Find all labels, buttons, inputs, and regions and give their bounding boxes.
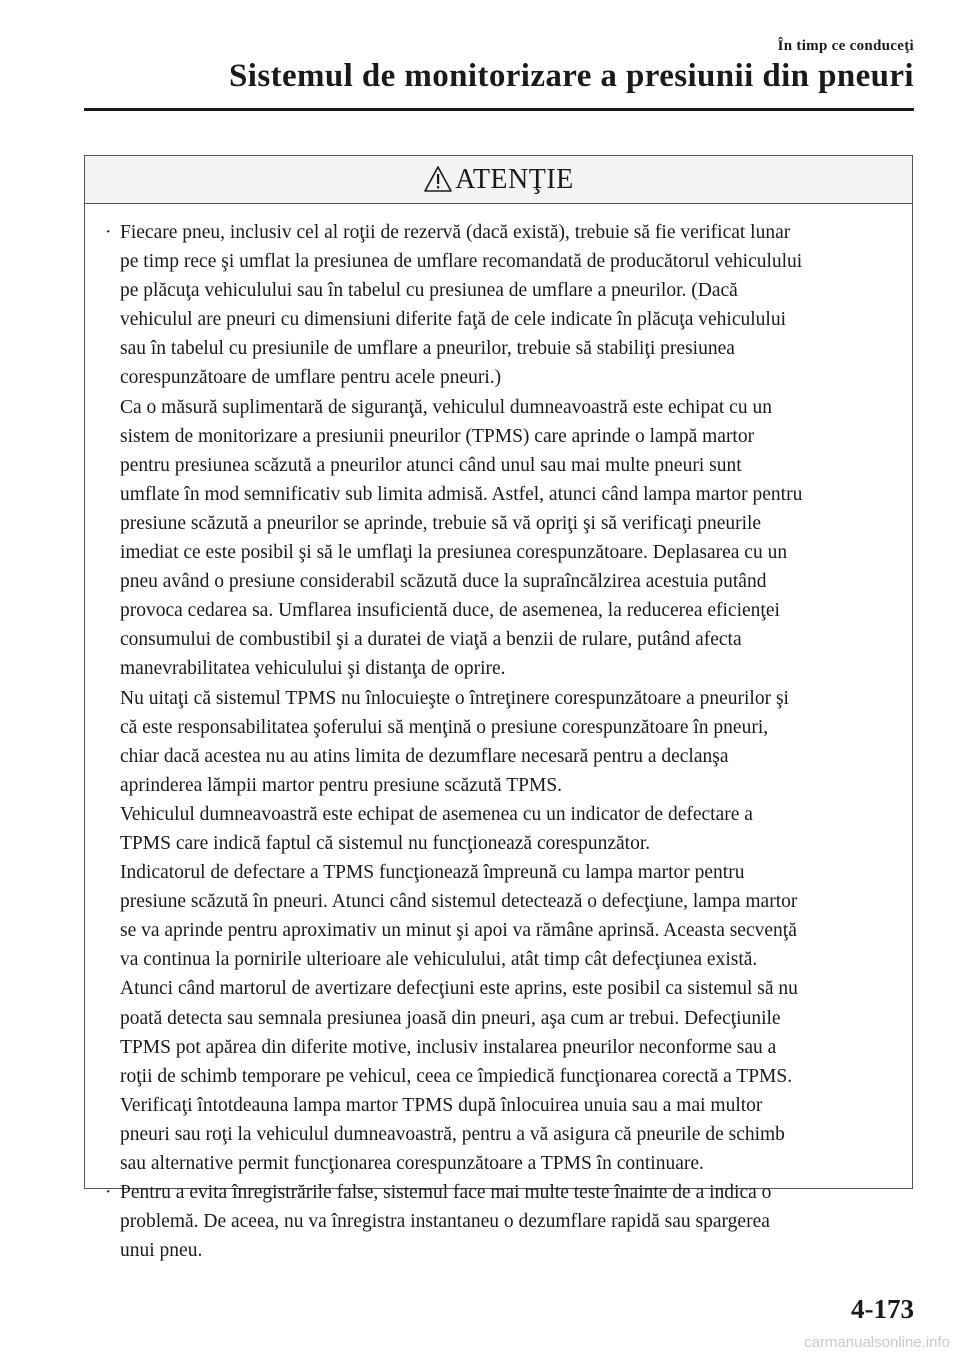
caution-text-line: roţii de schimb temporare pe vehicul, ceea ce împiedică funcţionarea corectă a TPMS.: [120, 1065, 793, 1087]
caution-text-line: Verificaţi întotdeauna lampa martor TPMS după înlocuirea unuia sau a mai multor: [120, 1094, 763, 1116]
caution-header: [85, 156, 912, 204]
caution-text-line: corespunzătoare de umflare pentru acele pneuri.): [120, 367, 502, 389]
caution-text-line: sau alternative permit funcţionarea corespunzătoare a TPMS în continuare.: [120, 1153, 704, 1174]
caution-text-line: chiar dacă acestea nu au atins limita de dezumflare necesară pentru a declanşa: [120, 745, 729, 767]
caution-text-line: Fiecare pneu, inclusiv cel al roţii de rezervă (dacă există), trebuie să fie verificat lunar: [120, 222, 791, 243]
warning-triangle-icon: [423, 165, 453, 193]
caution-text-line: TPMS pot apărea din diferite motive, inclusiv instalarea pneurilor neconforme sau a: [120, 1036, 777, 1058]
caution-body: [85, 204, 912, 1265]
caution-text-line: Ca o măsură suplimentară de siguranţă, vehiculul dumneavoastră este echipat cu un: [120, 396, 772, 418]
caution-box: [84, 155, 913, 1262]
page-title: Sistemul de monitorizare a presiunii din pneuri: [229, 58, 914, 94]
caution-text-line: că este responsabilitatea şoferului să menţină o presiune corespunzătoare în pneuri,: [120, 716, 769, 738]
caution-text-line: aprinderea lămpii martor pentru presiune scăzută TPMS.: [120, 774, 563, 796]
caution-text-line: problemă. De aceea, nu va înregistra instantaneu o dezumflare rapidă sau spargerea: [120, 1211, 770, 1233]
caution-text-line: pe timp rece şi umflat la presiunea de umflare recomandată de producătorul vehiculului: [120, 251, 803, 273]
caution-text-line: unui pneu.: [120, 1240, 203, 1262]
caution-text-line: presiune scăzută în pneuri. Atunci când sistemul detectează o defecţiune, lampa martor: [120, 891, 798, 913]
page-number: 4-173: [851, 1294, 914, 1324]
bullet-dot-icon: ·: [105, 222, 112, 243]
caution-text-line: se va aprinde pentru aproximativ un minut şi apoi va rămâne aprinsă. Aceasta secvenţă: [120, 920, 797, 942]
caution-text-line: provoca cedarea sa. Umflarea insuficientă duce, de asemenea, la reducerea eficienţei: [120, 600, 780, 622]
caution-text-line: vehiculul are pneuri cu dimensiuni diferite faţă de cele indicate în plăcuţa vehiculului: [120, 309, 786, 331]
caution-text-line: Nu uitaţi că sistemul TPMS nu înlocuieşte o întreţinere corespunzătoare a pneurilor şi: [120, 687, 789, 709]
caution-text-line: consumului de combustibil şi a duratei de viaţă a benzii de rulare, putând afecta: [120, 629, 742, 651]
caution-text-line: presiune scăzută a pneurilor se aprinde, trebuie să vă opriţi şi să verificaţi pneurile: [120, 512, 762, 534]
caution-text-line: manevrabilitatea vehiculului şi distanţa de oprire.: [120, 658, 506, 680]
caution-title: ATENŢIE: [455, 163, 574, 195]
caution-bullet: [105, 218, 900, 1178]
watermark: carmanualsonline.info: [804, 1334, 950, 1351]
caution-text-line: poată detecta sau semnala presiunea joasă din pneuri, aşa cum ar trebui. Defecţiunile: [120, 1007, 781, 1029]
caution-text-line: pneuri sau roţi la vehiculul dumneavoastră, pentru a vă asigura că pneurile de schimb: [120, 1123, 785, 1145]
caution-text-line: imediat ce este posibil şi să le umflaţi la presiunea corespunzătoare. Deplasarea cu un: [120, 542, 788, 564]
caution-bullet: [105, 1178, 900, 1265]
section-label: În timp ce conduceţi: [777, 38, 914, 54]
caution-text-line: pentru presiunea scăzută a pneurilor atunci când unul sau mai multe pneuri sunt: [120, 454, 742, 476]
caution-text-line: umflate în mod semnificativ sub limita admisă. Astfel, atunci când lampa martor pentru: [120, 483, 803, 505]
caution-text-line: Vehiculul dumneavoastră este echipat de asemenea cu un indicator de defectare a: [120, 803, 753, 825]
caution-text-line: TPMS care indică faptul că sistemul nu funcţionează corespunzător.: [120, 832, 651, 854]
bullet-dot-icon: ·: [105, 1182, 112, 1204]
caution-text-line: Indicatorul de defectare a TPMS funcţionează împreună cu lampa martor pentru: [120, 862, 745, 884]
caution-text-line: sistem de monitorizare a presiunii pneurilor (TPMS) care aprinde o lampă martor: [120, 425, 755, 447]
caution-text-line: Pentru a evita înregistrările false, sistemul face mai multe teste înainte de a indica o: [120, 1182, 772, 1204]
caution-text-line: Atunci când martorul de avertizare defecţiuni este aprins, este posibil ca sistemul să nu: [120, 978, 798, 1000]
caution-text-line: pneu având o presiune considerabil scăzută duce la supraîncălzirea acestuia putând: [120, 571, 767, 593]
caution-text-line: va continua la pornirile ulterioare ale vehiculului, atât timp cât defecţiunea există.: [120, 949, 758, 971]
caution-text-line: sau în tabelul cu presiunile de umflare a pneurilor, trebuie să stabiliţi presiunea: [120, 338, 735, 360]
header-rule: [84, 108, 914, 111]
caution-text-line: pe plăcuţa vehiculului sau în tabelul cu presiunea de umflare a pneurilor. (Dacă: [120, 280, 738, 302]
